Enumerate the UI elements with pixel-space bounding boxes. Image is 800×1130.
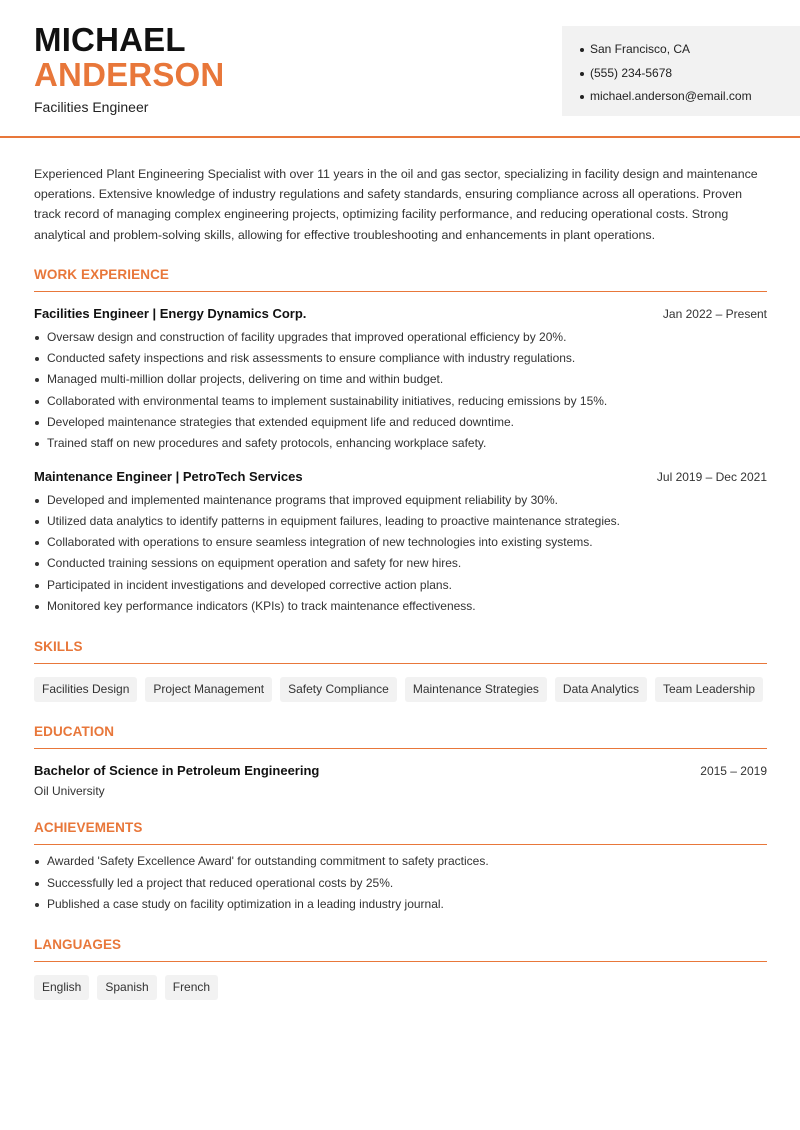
candidate-name (34, 22, 224, 92)
education-heading: EDUCATION (34, 724, 767, 749)
achievements-heading: ACHIEVEMENTS (34, 820, 767, 845)
last-name: ANDERSON (34, 56, 225, 93)
achievements-list (34, 851, 767, 915)
job-bullet: Collaborated with environmental teams to implement sustainability initiatives, reducing emissions by 15%. (34, 391, 767, 412)
contact-box (562, 26, 800, 116)
skill-tag: Facilities Design (34, 677, 137, 702)
summary-paragraph: Experienced Plant Engineering Specialist with over 11 years in the oil and gas sector, specializing in facility design and maintenance operations. Extensive knowledge of industry regulations and safety standards, ensuring compliance across all operations. Proven track record of managing complex engineering projects, optimizing facility performance, and reducing operational costs. Strong analytical and problem-solving skills, allowing for effective troubleshooting and enhancements in plant operations. (34, 167, 758, 242)
skill-tag: Data Analytics (555, 677, 647, 702)
resume-header (0, 0, 800, 138)
job-bullet: Developed and implemented maintenance programs that improved equipment reliability by 30%. (34, 490, 767, 511)
skill-tag: Project Management (145, 677, 272, 702)
contact-phone: (555) 234-5678 (580, 62, 800, 86)
achievement-item: Published a case study on facility optimization in a leading industry journal. (34, 894, 767, 915)
job-bullet: Monitored key performance indicators (KPIs) to track maintenance effectiveness. (34, 596, 767, 617)
job-bullet: Participated in incident investigations and developed corrective action plans. (34, 575, 767, 596)
job-bullet: Collaborated with operations to ensure seamless integration of new technologies into existing systems. (34, 532, 767, 553)
job-bullet: Conducted safety inspections and risk assessments to ensure compliance with industry regulations. (34, 348, 767, 369)
skill-tag: Maintenance Strategies (405, 677, 547, 702)
job-bullet: Utilized data analytics to identify patterns in equipment failures, leading to proactive maintenance strategies. (34, 511, 767, 532)
job-date: Jan 2022 – Present (662, 306, 767, 321)
contact-location: San Francisco, CA (580, 38, 800, 62)
job-entry (34, 469, 767, 618)
job-role: Facilities Engineer (34, 99, 149, 115)
job-title: Maintenance Engineer | PetroTech Services (34, 468, 303, 484)
skills-heading: SKILLS (34, 639, 767, 664)
resume-body (34, 164, 767, 1000)
job-bullet: Oversaw design and construction of facility upgrades that improved operational efficiency by 20%. (34, 327, 767, 348)
job-title: Facilities Engineer | Energy Dynamics Corp. (34, 305, 307, 321)
job-bullet: Managed multi-million dollar projects, delivering on time and within budget. (34, 369, 767, 390)
languages-heading: LANGUAGES (34, 937, 767, 962)
job-bullet: Trained staff on new procedures and safety protocols, enhancing workplace safety. (34, 433, 767, 454)
first-name: MICHAEL (34, 21, 186, 58)
achievement-item: Successfully led a project that reduced operational costs by 25%. (34, 873, 767, 894)
job-bullet: Conducted training sessions on equipment operation and safety for new hires. (34, 553, 767, 574)
job-date: Jul 2019 – Dec 2021 (656, 469, 767, 484)
job-bullet: Developed maintenance strategies that extended equipment life and reduced downtime. (34, 412, 767, 433)
contact-email: michael.anderson@email.com (580, 85, 800, 109)
school-name: Oil University (34, 784, 105, 799)
languages-list (34, 975, 767, 1000)
language-tag: French (165, 975, 218, 1000)
achievement-item: Awarded 'Safety Excellence Award' for outstanding commitment to safety practices. (34, 851, 767, 872)
degree-title: Bachelor of Science in Petroleum Engineering (34, 763, 320, 779)
skill-tag: Safety Compliance (280, 677, 397, 702)
language-tag: Spanish (97, 975, 156, 1000)
work-experience-heading: WORK EXPERIENCE (34, 267, 767, 292)
skill-tag: Team Leadership (655, 677, 763, 702)
education-date: 2015 – 2019 (700, 764, 767, 779)
skills-list (34, 677, 767, 702)
language-tag: English (34, 975, 89, 1000)
job-entry (34, 306, 767, 455)
